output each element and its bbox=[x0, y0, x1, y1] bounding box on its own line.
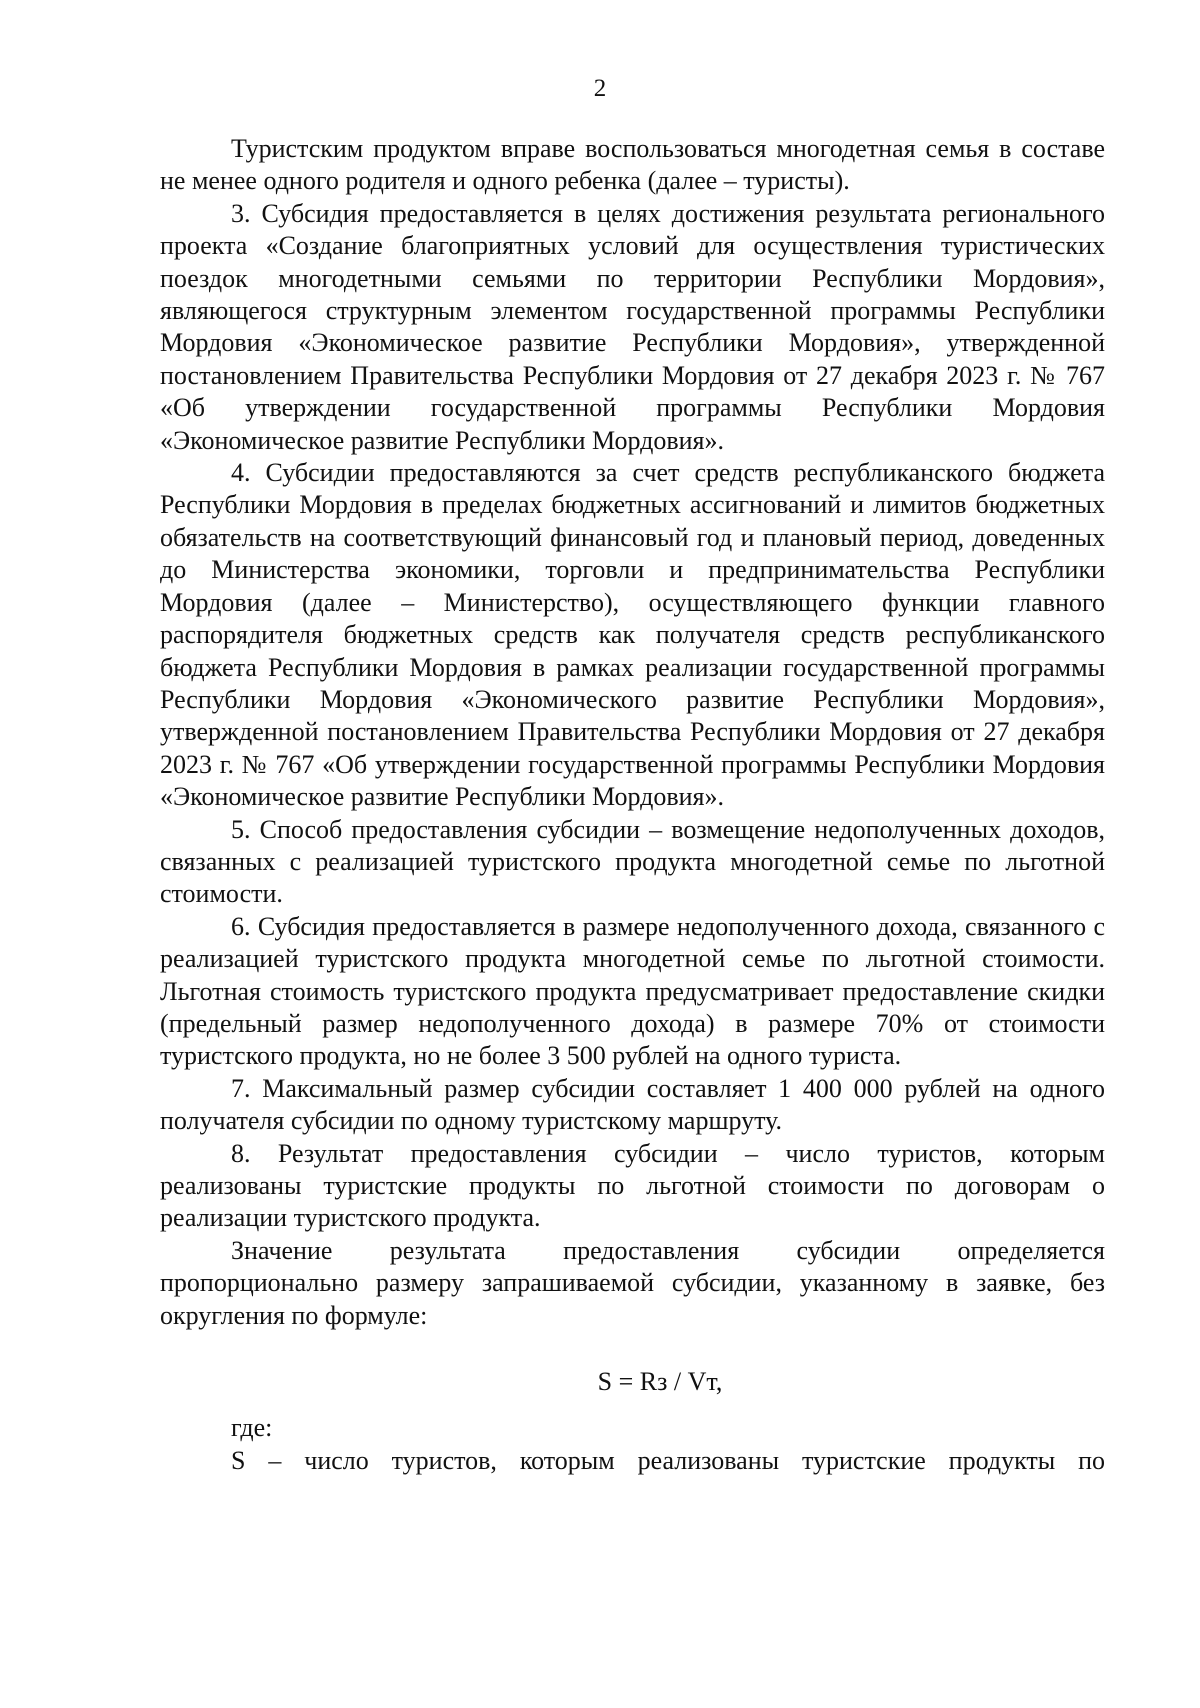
paragraph-6-subsidy-amount: 6. Субсидия предоставляется в размере недополученного дохода, связанного с реализацией туристского продукта многодетной семье по льготной стоимости. Льготная стоимость туристского продукта предусматривает предоставление скидки (предельный размер недополученного дохода) в размере 70% от стоимости туристского продукта, но не более 3 500 рублей на одного туриста. bbox=[160, 911, 1105, 1071]
paragraph-7-maximum-subsidy: 7. Максимальный размер субсидии составляет 1 400 000 рублей на одного получателя субсидии по одному туристскому маршруту. bbox=[160, 1073, 1105, 1136]
paragraph-4-subsidy-funding: 4. Субсидии предоставляются за счет средств республиканского бюджета Республики Мордовия в пределах бюджетных ассигнований и лимитов бюджетных обязательств на соответствующий финансовый год и плановый период, доведенных до Министерства экономики, торговли и предпринимательства Республики Мордовия (далее – Министерство), осуществляющего функции главного распорядителя бюджетных средств как получателя средств республиканского бюджета Республики Мордовия в рамках реализации государственной программы Республики Мордовия «Экономического развитие Республики Мордовия», утвержденной постановлением Правительства Республики Мордовия от 27 декабря 2023 г. № 767 «Об утверждении государственной программы Республики Мордовия «Экономическое развитие Республики Мордовия». bbox=[160, 458, 1105, 812]
page-number: 2 bbox=[593, 75, 607, 102]
paragraph-8-subsidy-result: 8. Результат предоставления субсидии – число туристов, которым реализованы туристские продукты по льготной стоимости по договорам о реализации туристского продукта. bbox=[160, 1138, 1105, 1233]
paragraph-tourist-product: Туристским продуктом вправе воспользоваться многодетная семья в составе не менее одного родителя и одного ребенка (далее – туристы). bbox=[160, 134, 1105, 196]
document-body bbox=[160, 133, 1105, 1477]
formula-where-label: где: bbox=[231, 1413, 273, 1443]
paragraph-5-subsidy-method: 5. Способ предоставления субсидии – возмещение недополученных доходов, связанных с реализацией туристского продукта многодетной семье по льготной стоимости. bbox=[160, 814, 1105, 909]
paragraph-3-subsidy-purpose: 3. Субсидия предоставляется в целях достижения результата регионального проекта «Создание благоприятных условий для осуществления туристических поездок многодетными семьями по территории Республики Мордовия», являющегося структурным элементом государственной программы Республики Мордовия «Экономическое развитие Республики Мордовия», утвержденной постановлением Правительства Республики Мордовия от 27 декабря 2023 г. № 767 «Об утверждении государственной программы Республики Мордовия «Экономическое развитие Республики Мордовия». bbox=[160, 198, 1105, 455]
paragraph-s-definition: S – число туристов, которым реализованы туристские продукты по bbox=[231, 1445, 1105, 1475]
paragraph-result-value: Значение результата предоставления субсидии определяется пропорционально размеру запрашиваемой субсидии, указанному в заявке, без округления по формуле: bbox=[160, 1235, 1105, 1330]
formula: S = Rз / Vт, bbox=[597, 1367, 723, 1397]
